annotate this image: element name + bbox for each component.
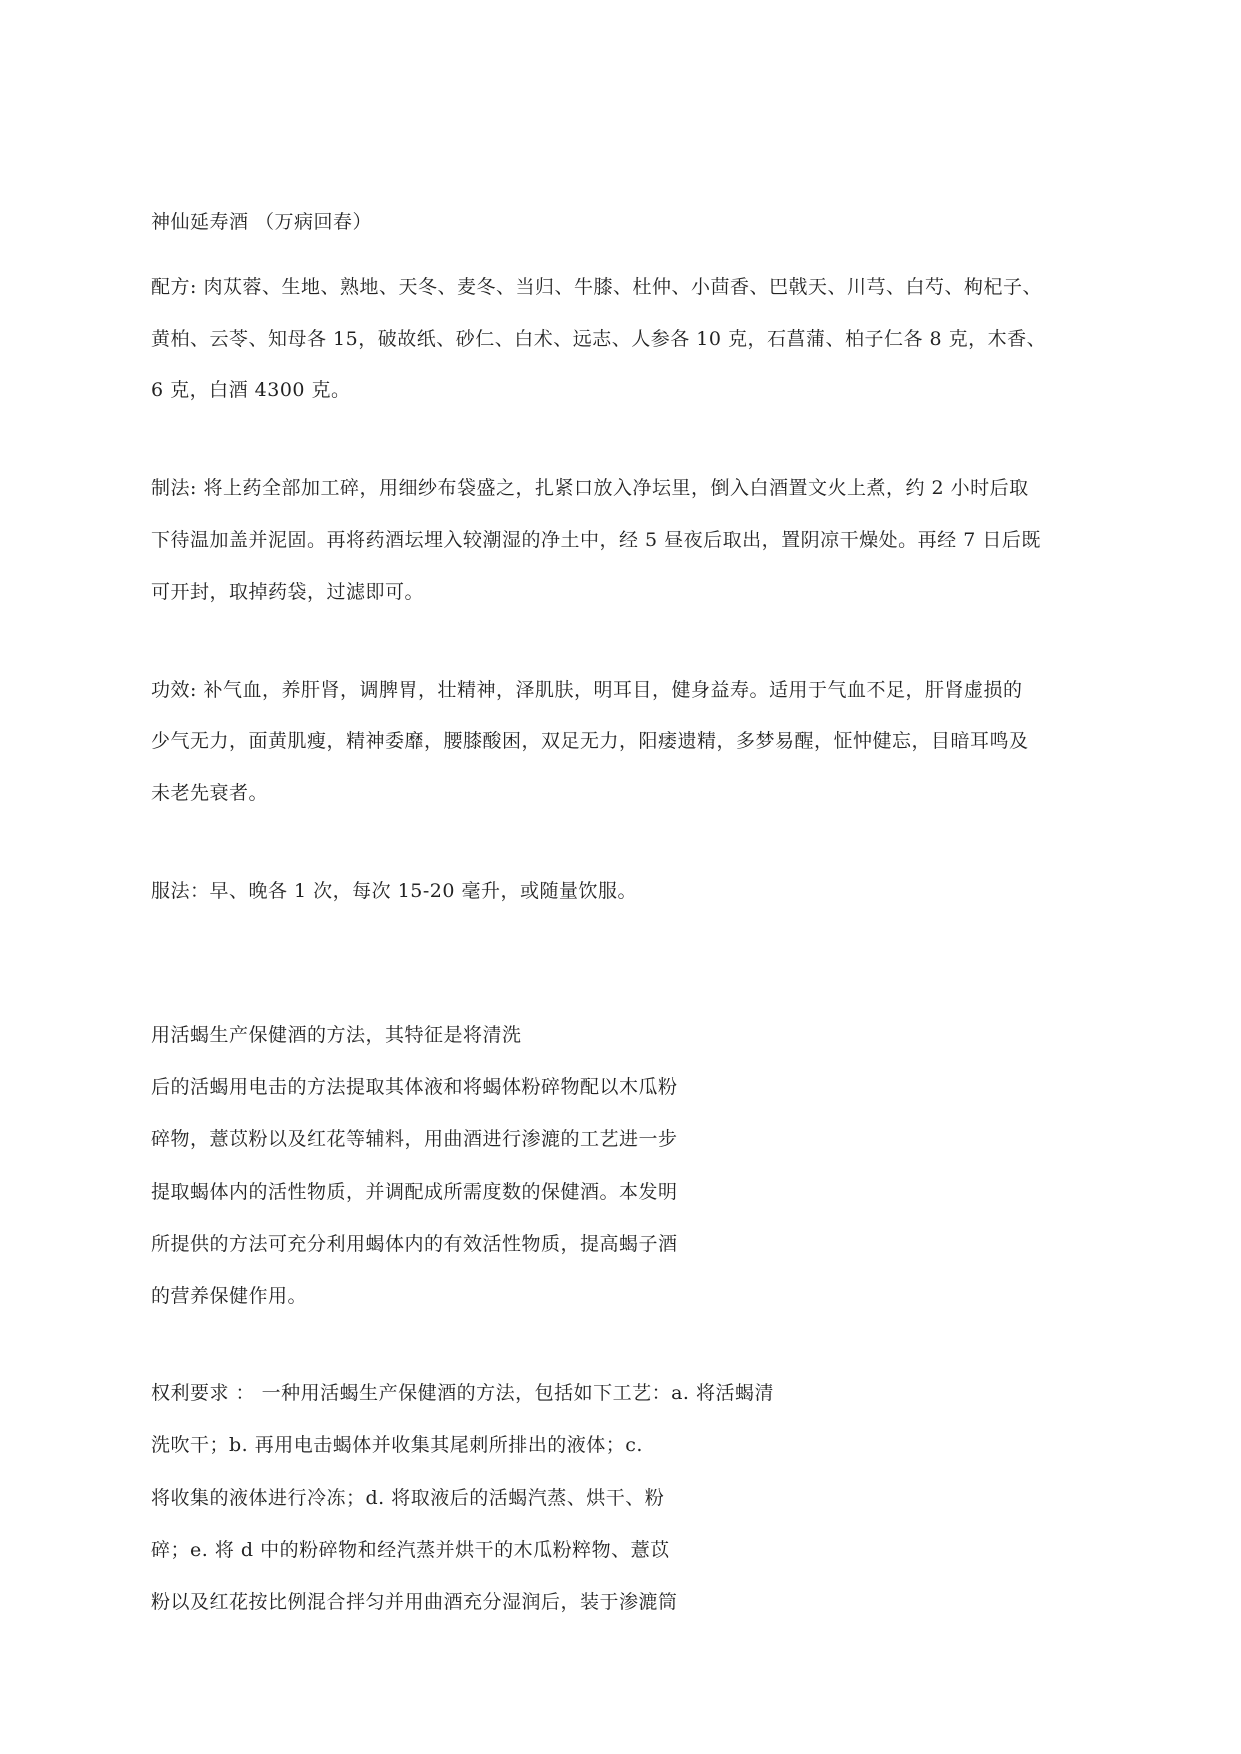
method-line-1: 制法: 将上药全部加工碎，用细纱布袋盛之，扎紧口放入净坛里，倒入白酒置文火上煮，约 2 小时后取: [151, 477, 1029, 499]
claims-line-1: 权利要求 ： 一种用活蝎生产保健酒的方法，包括如下工艺：a. 将活蝎清: [151, 1382, 774, 1404]
claims-line-2: 洗吹干；b. 再用电击蝎体并收集其尾刺所排出的液体；c.: [151, 1434, 643, 1456]
claims-line-5: 粉以及红花按比例混合拌匀并用曲酒充分湿润后，装于渗漉筒: [151, 1591, 678, 1613]
effect-line-1: 功效: 补气血，养肝肾，调脾胃，壮精神，泽肌肤，明耳目，健身益寿。适用于气血不足，肝肾虚损的: [151, 679, 1023, 701]
abstract-line-5: 所提供的方法可充分利用蝎体内的有效活性物质，提高蝎子酒: [151, 1233, 678, 1255]
usage-line: 服法：早、晚各 1 次，每次 15-20 毫升，或随量饮服。: [151, 880, 638, 902]
recipe-title: 神仙延寿酒 （万病回春）: [151, 211, 373, 233]
formula-line-3: 6 克，白酒 4300 克。: [151, 379, 351, 401]
abstract-line-6: 的营养保健作用。: [151, 1285, 308, 1307]
abstract-line-3: 碎物，薏苡粉以及红花等辅料，用曲酒进行渗漉的工艺进一步: [151, 1128, 678, 1150]
abstract-line-4: 提取蝎体内的活性物质，并调配成所需度数的保健酒。本发明: [151, 1181, 678, 1203]
effect-line-3: 未老先衰者。: [151, 782, 269, 804]
claims-line-4: 碎；e. 将 d 中的粉碎物和经汽蒸并烘干的木瓜粉粹物、薏苡: [151, 1539, 670, 1561]
abstract-line-2: 后的活蝎用电击的方法提取其体液和将蝎体粉碎物配以木瓜粉: [151, 1076, 678, 1098]
abstract-line-1: 用活蝎生产保健酒的方法，其特征是将清洗: [151, 1024, 522, 1046]
effect-line-2: 少气无力，面黄肌瘦，精神委靡，腰膝酸困，双足无力，阳痿遗精，多梦易醒，怔忡健忘，目暗耳鸣及: [151, 730, 1029, 752]
formula-line-2: 黄柏、云苓、知母各 15，破故纸、砂仁、白术、远志、人参各 10 克，石菖蒲、柏子仁各 8 克，木香、: [151, 328, 1047, 350]
method-line-2: 下待温加盖并泥固。再将药酒坛埋入较潮湿的净土中，经 5 昼夜后取出，置阴凉干燥处。再经 7 日后既: [151, 529, 1041, 551]
formula-line-1: 配方: 肉苁蓉、生地、熟地、天冬、麦冬、当归、牛膝、杜仲、小茴香、巴戟天、川芎、白芍、枸杞子、: [151, 276, 1042, 298]
claims-line-3: 将收集的液体进行冷冻；d. 将取液后的活蝎汽蒸、烘干、粉: [151, 1487, 665, 1509]
method-line-3: 可开封，取掉药袋，过滤即可。: [151, 581, 425, 603]
